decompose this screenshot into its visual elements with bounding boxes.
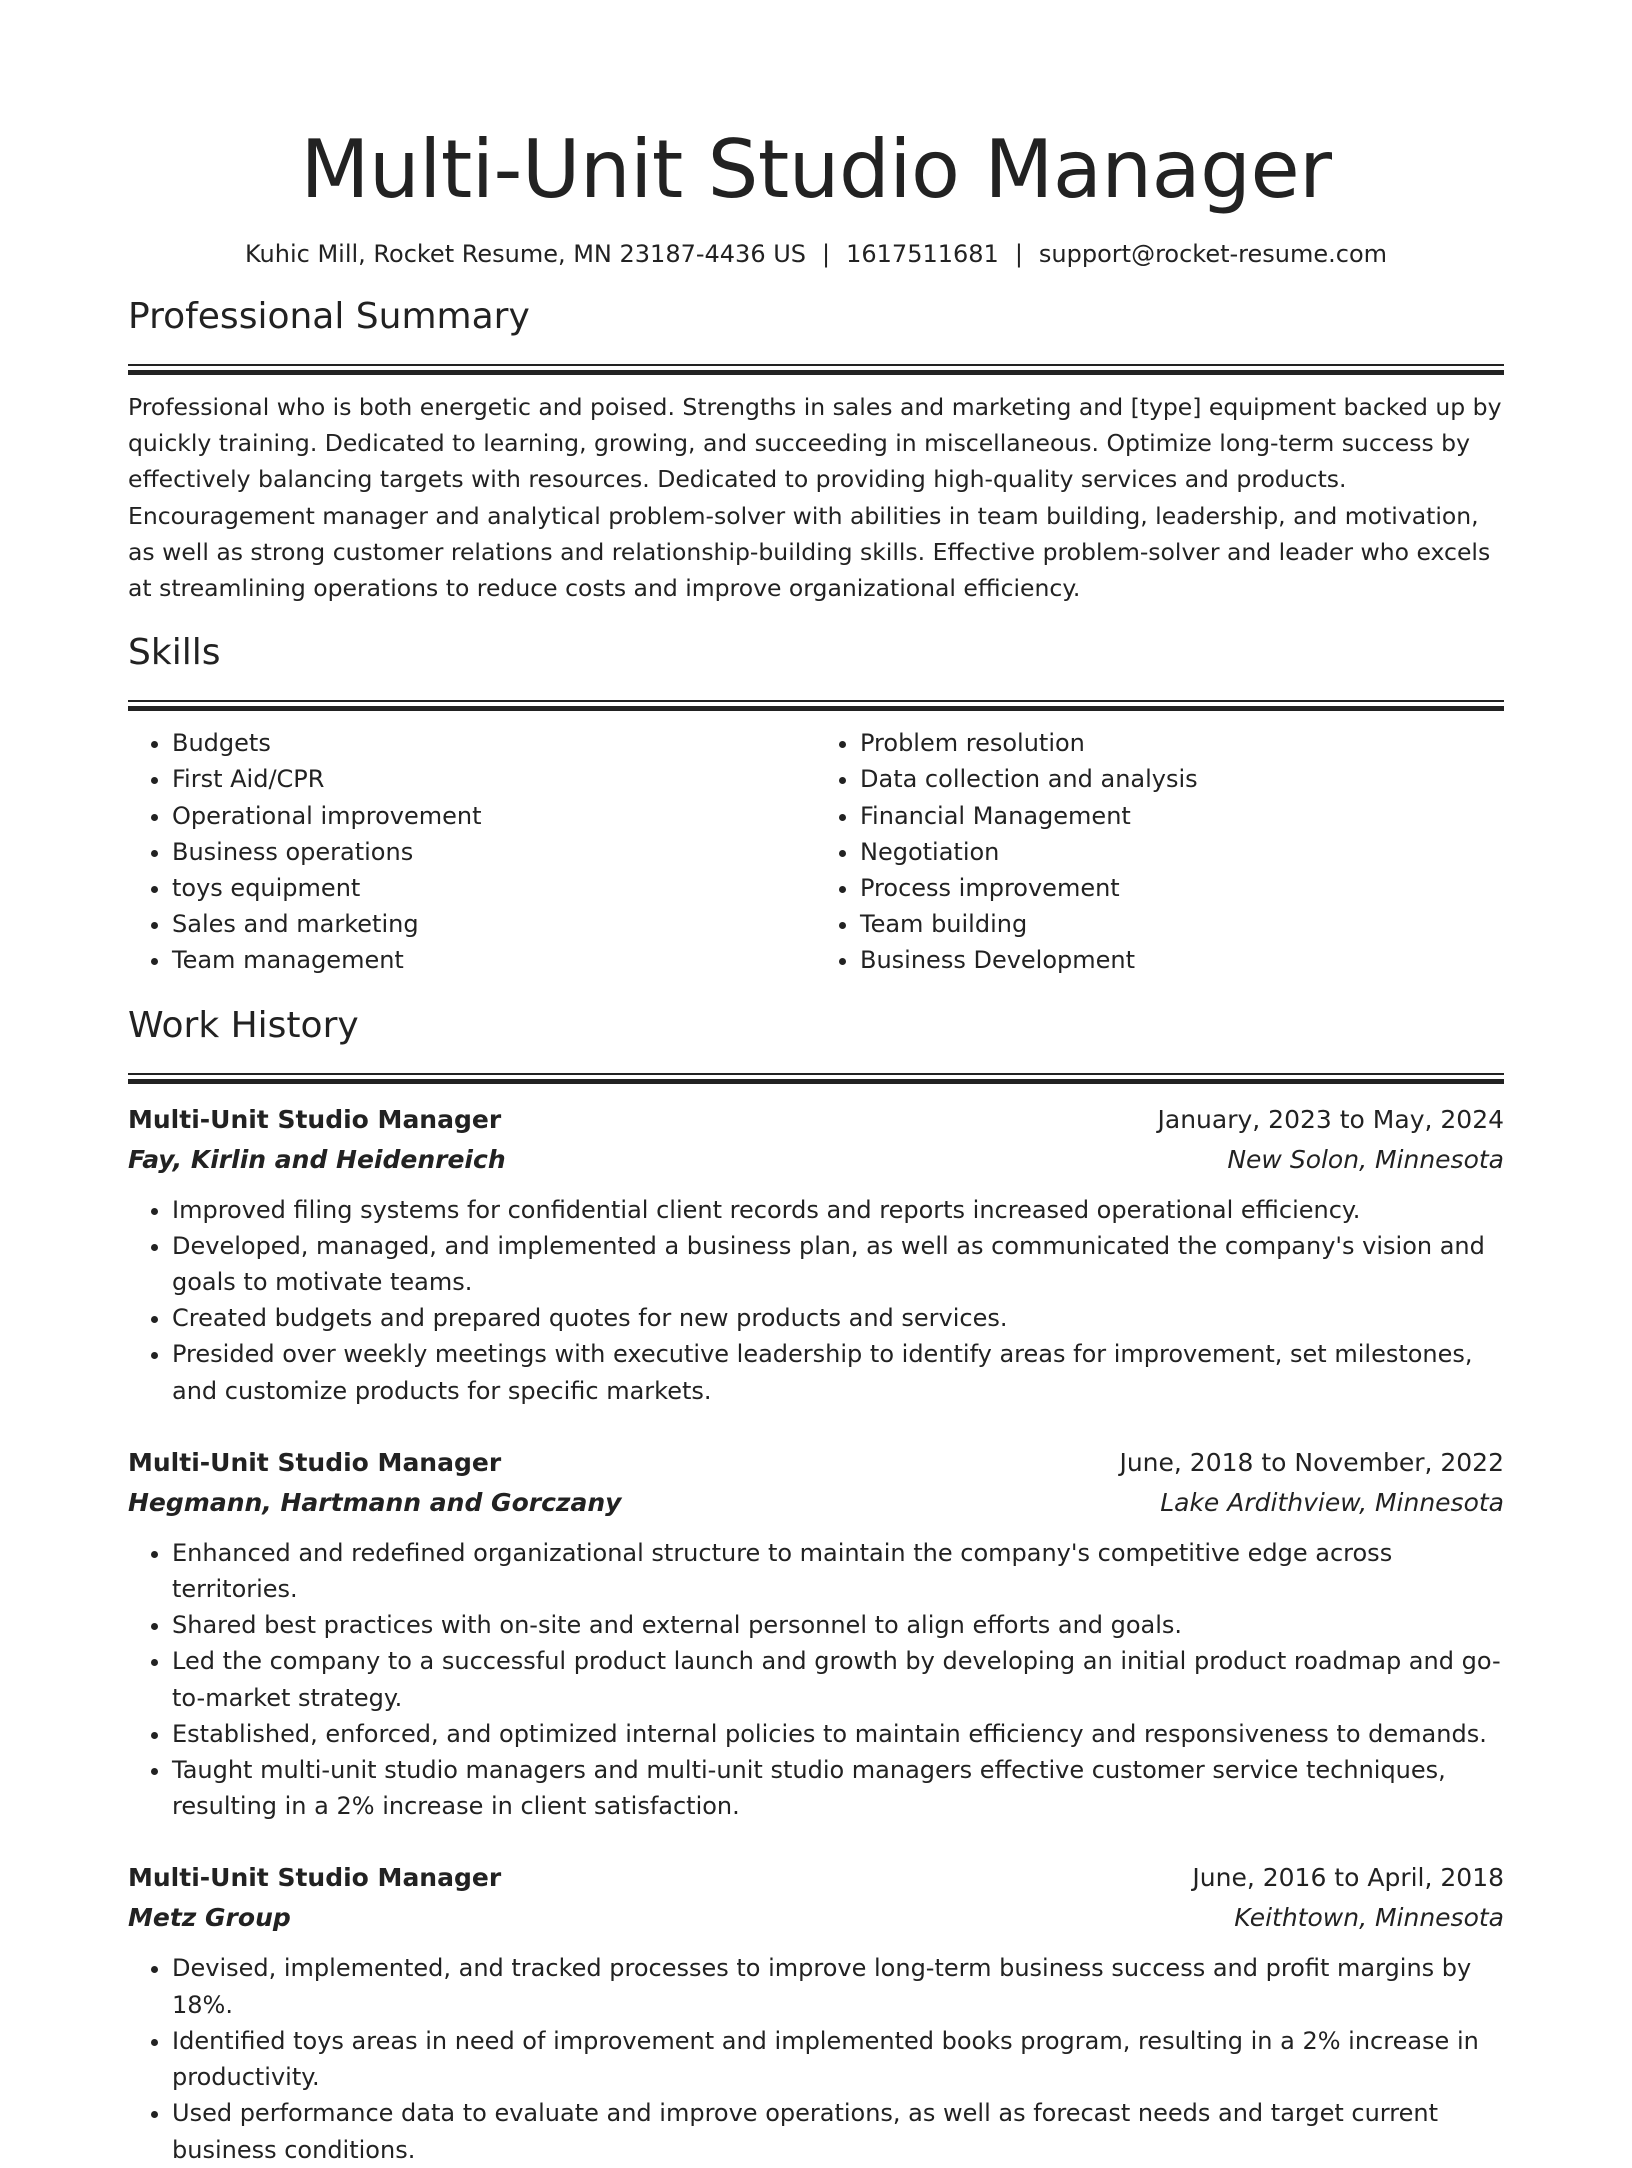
- skills-list-left: [128, 725, 816, 978]
- skill-item: • Process improvement: [860, 870, 1504, 906]
- resume-name: Multi-Unit Studio Manager: [300, 123, 1332, 216]
- job-company: Hegmann, Hartmann and Gorczany: [128, 1487, 622, 1517]
- skill-item: • Budgets: [172, 725, 816, 761]
- skill-item: • Negotiation: [860, 834, 1504, 870]
- job-dates: June, 2016 to April, 2018: [1192, 1863, 1504, 1893]
- contact-separator: |: [1014, 240, 1023, 268]
- skill-item: • Data collection and analysis: [860, 761, 1504, 797]
- skills-list-right: [816, 725, 1504, 978]
- skills-section: [128, 628, 1504, 978]
- job-subheader-row: [128, 1140, 1504, 1180]
- job-bullet: • Used performance data to evaluate and improve operations, as well as forecast needs and target current business conditions.: [172, 2095, 1504, 2167]
- job-bullets: [128, 1192, 1504, 1409]
- summary-text: Professional who is both energetic and poised. Strengths in sales and marketing and [type] equipment backed up by quickly training. Dedicated to learning, growing, and succeeding in miscellaneous. Optimize long-term success by effectively balancing targets with resources. Dedicated to providing high-quality services and products. Encouragement manager and analytical problem-solver with abilities in team building, leadership, and motivation, as well as strong customer relations and relationship-building skills. Effective problem-solver and leader who excels at streamlining operations to reduce costs and improve organizational efficiency.: [128, 393, 1502, 603]
- section-title-summary: Professional Summary: [128, 296, 530, 337]
- contact-phone: 1617511681: [846, 240, 999, 268]
- skill-item: • Business Development: [860, 942, 1504, 978]
- job-dates: January, 2023 to May, 2024: [1157, 1104, 1504, 1134]
- job-subheader-row: [128, 1898, 1504, 1938]
- section-title-skills: Skills: [128, 632, 221, 674]
- skill-item: • First Aid/CPR: [172, 761, 816, 797]
- skills-columns: [128, 725, 1504, 978]
- job-bullet: • Led the company to a successful product launch and growth by developing an initial product roadmap and go-to-market strategy.: [172, 1643, 1504, 1715]
- job-bullet: • Identified toys areas in need of improvement and implemented books program, resulting in a 2% increase in productivity.: [172, 2023, 1504, 2095]
- section-divider: [128, 1073, 1504, 1084]
- job-title: Multi-Unit Studio Manager: [128, 1447, 502, 1477]
- job-bullet: • Enhanced and redefined organizational structure to maintain the company's competitive edge across territories.: [172, 1535, 1504, 1607]
- job-title: Multi-Unit Studio Manager: [128, 1104, 502, 1134]
- job-bullet: • Developed, managed, and implemented a business plan, as well as communicated the company's vision and goals to motivate teams.: [172, 1228, 1504, 1300]
- job-company: Metz Group: [128, 1903, 291, 1933]
- skill-item: • Business operations: [172, 834, 816, 870]
- skill-item: • Team building: [860, 906, 1504, 942]
- job-bullet: • Shared best practices with on-site and external personnel to align efforts and goals.: [172, 1607, 1504, 1643]
- job-bullets: [128, 1950, 1504, 2167]
- section-divider: [128, 364, 1504, 375]
- skill-item: • Operational improvement: [172, 798, 816, 834]
- work-history-section: [128, 1001, 1504, 2168]
- job-company: Fay, Kirlin and Heidenreich: [128, 1144, 506, 1174]
- job-bullet: • Taught multi-unit studio managers and multi-unit studio managers effective customer service techniques, resulting in a 2% increase in client satisfaction.: [172, 1752, 1504, 1824]
- job-header-row: [128, 1858, 1504, 1898]
- job-bullet: • Devised, implemented, and tracked processes to improve long-term business success and profit margins by 18%.: [172, 1950, 1504, 2022]
- job-dates: June, 2018 to November, 2022: [1119, 1447, 1504, 1477]
- job-bullet: • Improved filing systems for confidential client records and reports increased operational efficiency.: [172, 1192, 1504, 1228]
- contact-email: support@rocket-resume.com: [1038, 240, 1388, 268]
- skill-item: • Team management: [172, 942, 816, 978]
- job-subheader-row: [128, 1483, 1504, 1523]
- skill-item: • Problem resolution: [860, 725, 1504, 761]
- job-entry: [128, 1443, 1504, 1825]
- job-bullet: • Presided over weekly meetings with executive leadership to identify areas for improvement, set milestones, and customize products for specific markets.: [172, 1336, 1504, 1408]
- contact-line: [128, 238, 1504, 270]
- job-header-row: [128, 1443, 1504, 1483]
- skill-item: • Financial Management: [860, 798, 1504, 834]
- job-entry: [128, 1100, 1504, 1409]
- job-bullet: • Established, enforced, and optimized internal policies to maintain efficiency and responsiveness to demands.: [172, 1716, 1504, 1752]
- contact-address: Kuhic Mill, Rocket Resume, MN 23187-4436 US: [244, 240, 807, 268]
- job-entry: [128, 1858, 1504, 2167]
- skill-item: • Sales and marketing: [172, 906, 816, 942]
- resume-page: [128, 0, 1504, 2168]
- job-title: Multi-Unit Studio Manager: [128, 1863, 502, 1893]
- summary-section: [128, 292, 1504, 606]
- section-title-work-history: Work History: [128, 1004, 359, 1046]
- job-location: Keithtown, Minnesota: [1234, 1903, 1504, 1933]
- job-header-row: [128, 1100, 1504, 1140]
- job-bullet: • Created budgets and prepared quotes for new products and services.: [172, 1300, 1504, 1336]
- section-divider: [128, 700, 1504, 711]
- skill-item: • toys equipment: [172, 870, 816, 906]
- contact-separator: |: [822, 240, 831, 268]
- job-location: New Solon, Minnesota: [1227, 1144, 1504, 1174]
- job-location: Lake Ardithview, Minnesota: [1160, 1487, 1504, 1517]
- job-bullets: [128, 1535, 1504, 1825]
